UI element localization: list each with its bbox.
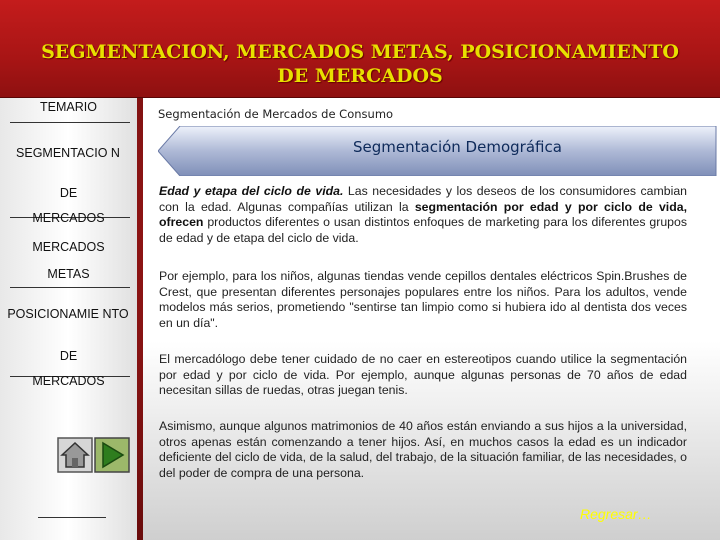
next-button[interactable] [94, 437, 130, 473]
sidebar-item-posicionamiento[interactable]: POSICIONAMIE NTO [7, 307, 129, 321]
page-title: SEGMENTACION, MERCADOS METAS, POSICIONAMIENTO DE MERCADOS [41, 41, 679, 87]
sidebar-item-de-1[interactable]: DE [59, 186, 78, 200]
divider [10, 122, 130, 123]
banner-title: Segmentación Demográfica [353, 138, 562, 156]
divider [10, 287, 130, 288]
main-content [143, 98, 720, 540]
sidebar-item-segmentacion[interactable]: SEGMENTACIO N [16, 146, 120, 160]
sidebar-item-mercados-1[interactable]: MERCADOS [32, 211, 105, 225]
paragraph-1-text-b: productos diferentes o usan distintos enfoques de marketing para los diferentes grupos de edad y de etapa del ciclo de vida. [159, 215, 687, 245]
sidebar [0, 98, 137, 540]
sidebar-item-de-2[interactable]: DE [59, 349, 78, 363]
header [0, 0, 720, 98]
paragraph-1-text-a: Las necesidades y los deseos de los consumidores cambian con la edad. Algunas compañías utilizan la [159, 184, 688, 214]
sidebar-item-mercados-3[interactable]: MERCADOS [32, 374, 105, 388]
paragraph-4: Asimismo, aunque algunos matrimonios de 40 años están enviando a sus hijos a la universidad, otros apenas están comenzando a tener hijos. Así, en muchos casos la edad es un indicador deficiente del ciclo de vida, de la salud, del trabajo, de la situación familiar, de las necesidades, o del poder de compra de una persona. [159, 419, 687, 480]
paragraph-3: El mercadólogo debe tener cuidado de no caer en estereotipos cuando utilice la segmentación por edad y por ciclo de vida. Por ejemplo, aunque algunas personas de 70 años de edad necesitan sillas de ruedas, otras juegan tenis. [159, 352, 687, 397]
play-icon [94, 437, 130, 473]
back-link[interactable]: Regresar… [580, 506, 652, 522]
divider [38, 517, 106, 518]
paragraph-1-lead: Edad y etapa del ciclo de vida. [159, 184, 344, 198]
sidebar-item-temario[interactable]: TEMARIO [40, 100, 97, 114]
home-button[interactable] [57, 437, 93, 473]
paragraph-1 [159, 184, 687, 246]
section-subtitle: Segmentación de Mercados de Consumo [158, 107, 394, 121]
paragraph-1-bold: segmentación por edad y por ciclo de vida, ofrecen [159, 199, 687, 229]
sidebar-item-metas[interactable]: METAS [47, 267, 90, 281]
paragraph-2: Por ejemplo, para los niños, algunas tiendas vende cepillos dentales eléctricos Spin.Brushes de Crest, que presentan diferentes personajes populares entre los niños. Para los adultos, vende modelos más serios, prometiendo "sentirse tan limpio como si hubiera ido al dentista dos veces en un día". [159, 269, 687, 330]
sidebar-item-mercados-2[interactable]: MERCADOS [32, 240, 105, 254]
home-icon [57, 437, 93, 473]
